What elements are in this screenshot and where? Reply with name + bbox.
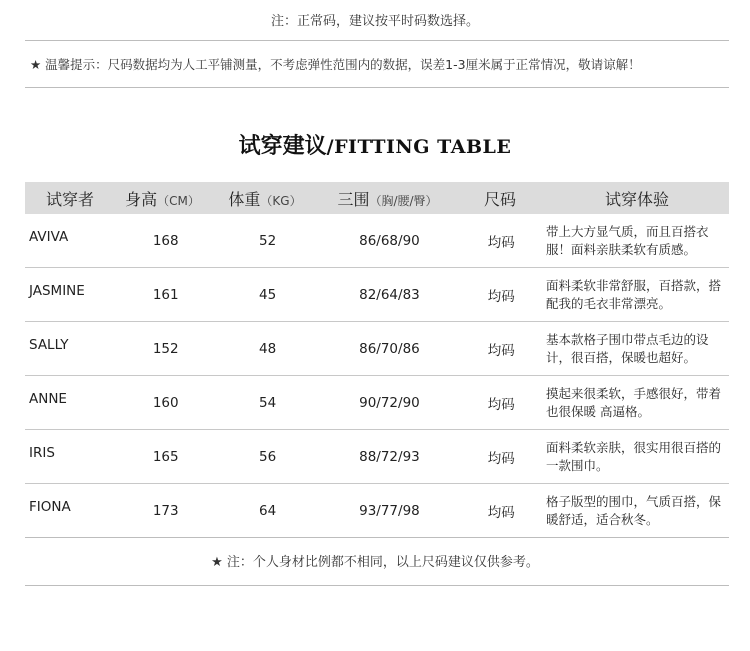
cell-comment: 摸起来很柔软，手感很好，带着也很保暖 高逼格。 <box>546 385 722 419</box>
header-measurements <box>320 187 455 210</box>
cell-measurements: 82/64/83 <box>359 286 420 303</box>
cell-weight: 48 <box>259 340 277 357</box>
cell-name: AVIVA <box>29 228 69 245</box>
cell-height: 160 <box>152 394 179 411</box>
header-size <box>455 187 545 210</box>
header-height-label: 身高 <box>125 189 158 209</box>
cell-size: 均码 <box>487 234 515 251</box>
cell-height: 161 <box>152 286 179 303</box>
table-row <box>25 268 729 322</box>
cell-name: SALLY <box>29 336 69 353</box>
title-en: FITTING TABLE <box>334 136 512 158</box>
cell-measurements: 88/72/93 <box>359 448 420 465</box>
top-note: 注：正常码，建议按平时码数选择。 <box>270 14 479 29</box>
header-height-unit: （CM） <box>157 193 200 208</box>
cell-size: 均码 <box>487 342 515 359</box>
header-tester <box>25 187 115 210</box>
table-row <box>25 484 729 538</box>
cell-measurements: 86/68/90 <box>359 232 420 249</box>
cell-size: 均码 <box>487 396 515 413</box>
footnote: ★ 注：个人身材比例都不相同，以上尺码建议仅供参考。 <box>211 555 539 570</box>
header-measurements-unit: （胸/腰/臀） <box>369 193 438 208</box>
cell-name: JASMINE <box>29 282 85 299</box>
cell-measurements: 93/77/98 <box>359 502 420 519</box>
header-experience-label: 试穿体验 <box>604 189 669 209</box>
cell-height: 168 <box>152 232 179 249</box>
table-row <box>25 322 729 376</box>
header-experience <box>545 187 729 210</box>
table-header <box>25 182 729 214</box>
cell-comment: 面料柔软非常舒服，百搭款，搭配我的毛衣非常漂亮。 <box>546 277 722 311</box>
divider-bottom <box>25 585 729 586</box>
header-size-label: 尺码 <box>483 189 516 209</box>
cell-weight: 56 <box>259 448 277 465</box>
cell-name: IRIS <box>29 444 55 461</box>
table-row <box>25 214 729 268</box>
reminder-text: ★ 温馨提示：尺码数据均为人工平铺测量，不考虑弹性范围内的数据，误差1-3厘米属于正常情况，敬请谅解！ <box>30 57 641 72</box>
cell-weight: 64 <box>259 502 277 519</box>
cell-size: 均码 <box>487 450 515 467</box>
cell-comment: 面料柔软亲肤，很实用很百搭的一款围巾。 <box>546 439 722 473</box>
cell-comment: 基本款格子围巾带点毛边的设计，很百搭，保暖也超好。 <box>546 331 709 365</box>
cell-name: FIONA <box>29 498 71 515</box>
cell-weight: 52 <box>259 232 277 249</box>
title-separator: / <box>326 136 335 158</box>
cell-weight: 45 <box>259 286 277 303</box>
header-weight-label: 体重 <box>228 189 261 209</box>
header-height <box>115 187 210 210</box>
divider-reminder <box>25 87 729 88</box>
cell-height: 165 <box>152 448 179 465</box>
cell-height: 173 <box>152 502 179 519</box>
cell-size: 均码 <box>487 504 515 521</box>
header-weight-unit: （KG） <box>260 193 302 208</box>
table-row <box>25 430 729 484</box>
title-zh: 试穿建议 <box>238 134 327 159</box>
cell-measurements: 90/72/90 <box>359 394 420 411</box>
header-weight <box>210 187 320 210</box>
cell-height: 152 <box>152 340 179 357</box>
cell-name: ANNE <box>29 390 67 407</box>
cell-weight: 54 <box>259 394 277 411</box>
page-title <box>0 129 750 160</box>
table-row <box>25 376 729 430</box>
cell-measurements: 86/70/86 <box>359 340 420 357</box>
header-measurements-label: 三围 <box>337 189 370 209</box>
fitting-table <box>25 182 729 538</box>
divider-top <box>25 40 729 41</box>
cell-size: 均码 <box>487 288 515 305</box>
cell-comment: 带上大方显气质，而且百搭衣服！面料亲肤柔软有质感。 <box>546 223 709 257</box>
cell-comment: 格子版型的围巾，气质百搭，保暖舒适，适合秋冬。 <box>546 493 722 527</box>
header-tester-label: 试穿者 <box>45 189 94 209</box>
